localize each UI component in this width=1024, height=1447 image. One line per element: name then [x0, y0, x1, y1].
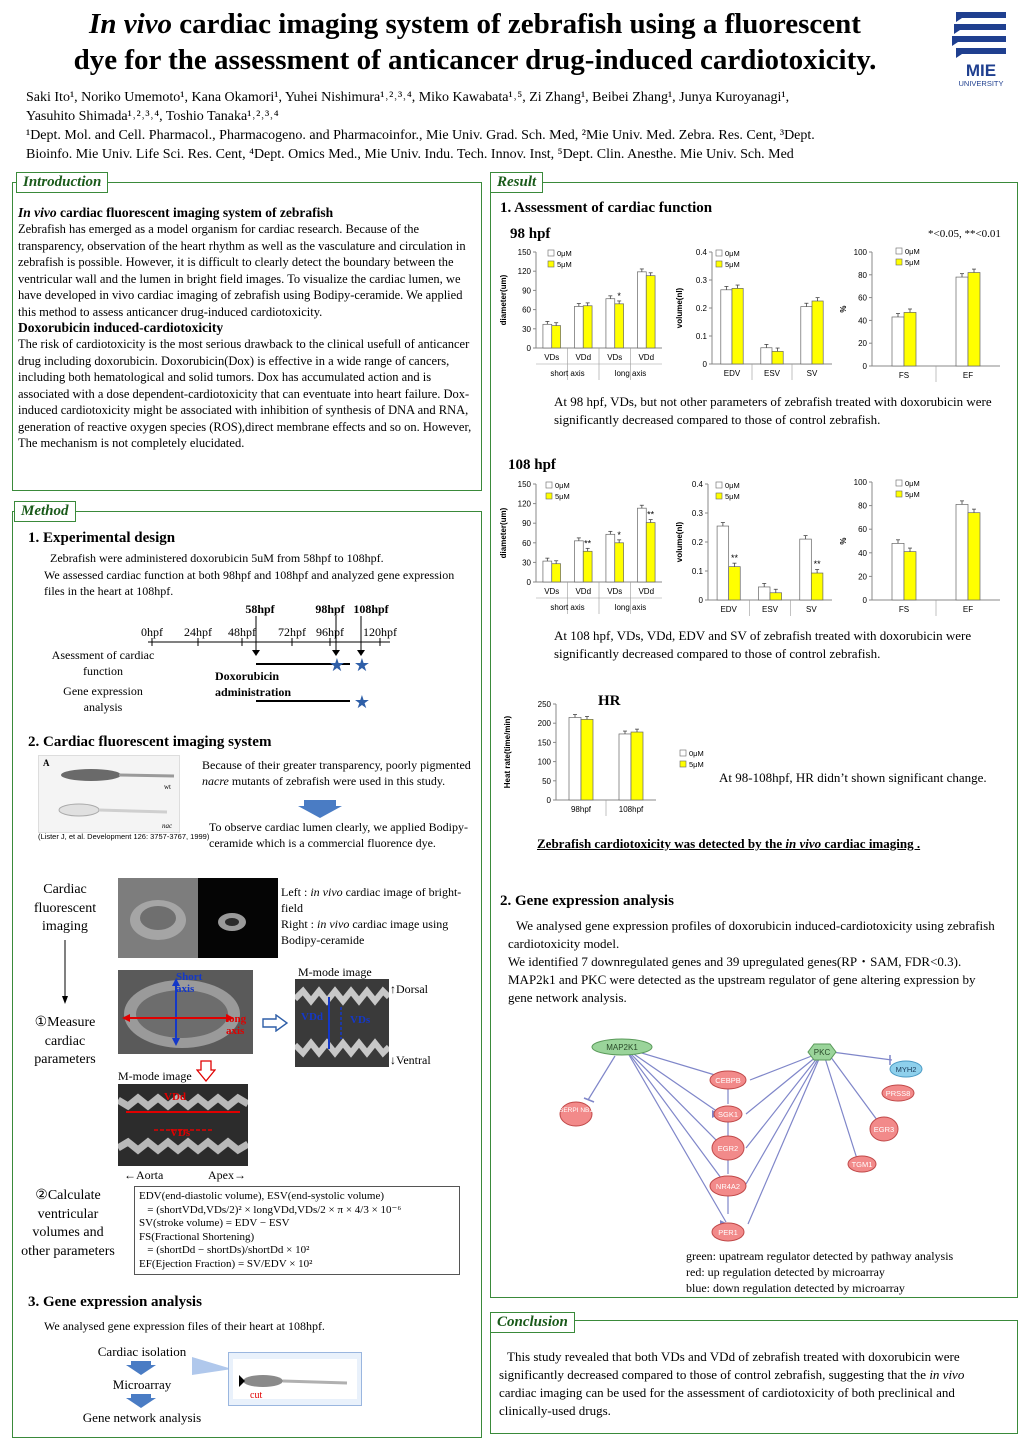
s3-flow-isolation: Cardiac isolation — [97, 1344, 187, 1359]
bar — [770, 593, 782, 600]
legend-swatch — [896, 480, 902, 486]
y-tick-label: 0.4 — [691, 480, 703, 489]
intro-heading-1: In vivo cardiac fluorescent imaging system of zebrafish — [18, 205, 334, 220]
bar — [732, 288, 743, 364]
y-tick-label: 250 — [537, 700, 551, 709]
y-tick-label: 0.2 — [695, 304, 707, 313]
label-hr: HR — [598, 693, 621, 709]
x-tick-label: ESV — [761, 605, 779, 614]
result-summary: Zebrafish cardiotoxicity was detected by the in vivo cardiac imaging . — [537, 836, 921, 851]
s3-flow-microarray: Microarray — [112, 1377, 172, 1392]
legend-swatch — [680, 750, 686, 756]
university-logo — [948, 6, 1014, 90]
bar — [968, 273, 980, 366]
author-list: Saki Ito¹, Noriko Umemoto¹, Kana Okamori¹, Yuhei Nishimura¹˒²˒³˒⁴, Miko Kawabata¹˒⁵, Zi Zhang¹, Beibei Zhang¹, Junya Kuroyanagi¹, Yasuhito Shimada¹˒²˒³˒⁴, Toshio Tanaka¹˒²˒³˒⁴ ¹Dept. Mol. and Cell. Pharmacol., Pharmacogeno. and Pharmacoinfor., Mie Univ. Grad. Sch. Med, ²Mie Univ. Med. Zebra. Res. Cent, ³Dept. Bioinfo. Mie Univ. Life Sci. Res. Cent, ⁴Dept. Omics Med., Mie Univ. Indu. Tech. Innov. Inst, ⁵Dept. Clin. Anesthe. Mie Univ. Sch. Med — [26, 90, 815, 162]
y-tick-label: 120 — [517, 267, 531, 277]
bar — [615, 304, 624, 348]
mmode2-vdd-label: VDd — [164, 1091, 187, 1103]
legend-swatch — [548, 261, 554, 267]
svg-text:★: ★ — [353, 655, 371, 675]
bar — [581, 719, 593, 800]
legend-label: 5μM — [689, 760, 704, 769]
legend-label: 0μM — [555, 481, 570, 490]
bar — [800, 539, 812, 600]
x-tick-label: SV — [806, 369, 818, 378]
significance-mark: ** — [813, 559, 821, 570]
result-s2-title: 2. Gene expression analysis — [500, 893, 674, 909]
x-tick-label: SV — [805, 605, 817, 614]
y-tick-label: 0 — [702, 360, 707, 369]
y-tick-label: 100 — [537, 757, 551, 767]
flow-arrow-icon — [62, 940, 68, 1011]
y-axis-label: volume(nl) — [675, 287, 684, 329]
legend-label: 0μM — [905, 479, 920, 488]
intro-heading-2: Doxorubicin induced-cardiotoxicity — [18, 320, 224, 335]
x-tick-label: VDd — [638, 587, 655, 596]
y-axis-label: diameter(um) — [499, 507, 508, 559]
legend-label: 0μM — [725, 481, 740, 490]
bar — [968, 513, 980, 600]
y-tick-label: 20 — [858, 339, 867, 349]
introduction-body — [18, 205, 476, 452]
chart-98-volume — [672, 242, 840, 390]
legend-green: green: upatream regulator detected by pathway analysis — [686, 1249, 954, 1263]
y-tick-label: 150 — [517, 480, 531, 489]
method-s2-title: 2. Cardiac fluorescent imaging system — [28, 734, 272, 750]
result-s1-title: 1. Assessment of cardiac function — [500, 200, 713, 216]
chart-98-diameter — [496, 242, 666, 390]
mmode-vds-label: VDs — [350, 1014, 371, 1026]
fluorescent-heart-image — [198, 878, 278, 958]
legend-swatch — [680, 761, 686, 767]
chart-108-diameter — [496, 474, 666, 624]
method-s1-text1: Zebrafish were administered doxorubicin 5uM from 58hpf to 108hpf. — [50, 551, 384, 565]
bar — [812, 301, 823, 364]
bar — [574, 541, 583, 582]
svg-text:SGK1: SGK1 — [717, 1110, 739, 1119]
bar — [892, 543, 904, 600]
bar — [904, 312, 916, 366]
significance-mark: * — [617, 529, 621, 540]
svg-text:PRSS8: PRSS8 — [885, 1089, 911, 1098]
label-98hpf: 98 hpf — [510, 226, 551, 242]
isolated-fish-photo — [228, 1352, 362, 1406]
flow-step-measure: ①Measure cardiac parameters — [34, 1015, 96, 1067]
y-tick-label: 90 — [522, 519, 531, 529]
x-tick-label: EF — [962, 371, 974, 380]
method-tag: Method — [14, 501, 76, 522]
result-98-text: At 98 hpf, VDs, but not other parameters of zebrafish treated with doxorubicin were significantly decreased compared to those of control zebrafish. — [554, 394, 992, 427]
timeline-row-gene: Gene expression analysis — [63, 684, 143, 714]
x-tick-label: FS — [898, 605, 910, 614]
x-tick-label: VDs — [544, 353, 560, 362]
formula-line: FS(Fractional Shortening) — [139, 1230, 255, 1243]
method-s1-title: 1. Experimental design — [28, 530, 176, 546]
x-tick-label: VDs — [607, 587, 623, 596]
bar — [761, 348, 772, 364]
svg-text:72hpf: 72hpf — [278, 625, 306, 639]
bar — [543, 561, 552, 582]
legend-label: 5μM — [725, 260, 740, 269]
formula-line: SV(stroke volume) = EDV − ESV — [139, 1217, 290, 1229]
svg-text:120hpf: 120hpf — [363, 625, 397, 639]
callout-arrow-icon — [192, 1355, 232, 1382]
formula-line: = (shortDd − shortDs)/shortDd × 10² — [139, 1244, 310, 1256]
bar — [552, 564, 561, 582]
legend-label: 0μM — [905, 247, 920, 256]
y-tick-label: 0.3 — [695, 276, 707, 285]
method-s1-text2: We assessed cardiac function at both 98hpf and 108hpf and analyzed gene expression files in the heart at 108hpf. — [44, 568, 455, 598]
significance-mark: ** — [730, 552, 738, 563]
y-tick-label: 0 — [546, 796, 551, 805]
svg-text:CEBPB: CEBPB — [715, 1076, 741, 1085]
legend-swatch — [716, 482, 722, 488]
nacre-fish-photo — [38, 755, 180, 833]
bar — [717, 526, 729, 600]
svg-text:TGM1: TGM1 — [851, 1160, 873, 1169]
x-tick-label: 108hpf — [618, 805, 644, 814]
svg-text:98hpf: 98hpf — [315, 602, 345, 616]
svg-text:★: ★ — [353, 692, 371, 712]
down-hollow-arrow-icon — [196, 1060, 216, 1087]
flow-step-imaging: Cardiac fluorescent imaging — [33, 882, 97, 934]
bar — [646, 523, 655, 582]
y-tick-label: 0.4 — [695, 248, 707, 257]
heart-image-caption: Left : in vivo cardiac image of bright-field Right : in vivo cardiac image using Bodipy-ceramide — [281, 885, 462, 947]
legend-swatch — [716, 261, 722, 267]
label-108hpf: 108 hpf — [508, 457, 556, 473]
result-108-text: At 108 hpf, VDs, VDd, EDV and SV of zebrafish treated with doxorubicin were significantly decreased compared to those of control zebrafish. — [554, 628, 972, 661]
svg-text:MIE: MIE — [965, 61, 997, 80]
y-tick-label: 40 — [858, 316, 867, 326]
group-label: long axis — [614, 369, 647, 378]
bar — [956, 504, 968, 600]
flow-step-calculate: ②Calculate ventricular volumes and other parameters — [21, 1188, 115, 1259]
legend-swatch — [548, 250, 554, 256]
bar — [637, 508, 646, 582]
network-legend — [686, 1248, 953, 1296]
bar — [729, 567, 741, 600]
y-tick-label: 0.3 — [691, 509, 703, 518]
bar — [552, 326, 561, 348]
svg-text:0hpf: 0hpf — [141, 625, 163, 639]
method-s2-text2: To observe cardiac lumen clearly, we applied Bodipy-ceramide which is a commercial fluorence dye. — [209, 820, 468, 850]
y-tick-label: 100 — [853, 478, 867, 487]
svg-text:108hpf: 108hpf — [353, 602, 389, 616]
y-axis-label: % — [839, 537, 848, 545]
group-label: short axis — [550, 369, 585, 378]
x-tick-label: VDd — [638, 353, 655, 362]
svg-text:EGR2: EGR2 — [717, 1144, 739, 1153]
bar — [615, 543, 624, 582]
conclusion-tag: Conclusion — [490, 1312, 575, 1333]
result-s2-body: We analysed gene expression profiles of doxorubicin induced-cardiotoxicity using zebrafish cardiotoxicity model. We identified 7 downregulated genes and 39 upregulated genes(RP・SAM, FDR<0.3). MAP2k1 and PKC were detected as the upstream regulator of gene altering expression by gene network analysis. — [508, 918, 995, 1005]
x-tick-label: 98hpf — [570, 805, 592, 814]
y-axis-label: Heat rate(time/min) — [503, 715, 512, 789]
fish-reference: (Lister J, et al. Development 126: 3757-3767, 1999) — [38, 832, 210, 841]
bar — [892, 317, 904, 366]
legend-blue: blue: down regulation detected by microarray — [686, 1281, 905, 1295]
bar — [646, 276, 655, 348]
x-tick-label: EDV — [720, 605, 737, 614]
poster-title: In vivo cardiac imaging system of zebrafish using a fluorescent dye for the assessment of anticancer drug-induced cardiotoxicity. — [73, 8, 877, 76]
y-tick-label: 60 — [858, 525, 867, 535]
right-arrow-icon — [262, 1014, 288, 1037]
y-tick-label: 0 — [698, 596, 703, 605]
legend-swatch — [716, 493, 722, 499]
bar — [811, 573, 823, 600]
y-tick-label: 0 — [526, 344, 531, 353]
legend-label: 5μM — [725, 492, 740, 501]
y-tick-label: 40 — [858, 548, 867, 558]
x-tick-label: EDV — [723, 369, 741, 378]
bar — [606, 534, 615, 582]
method-s2-text1: Because of their greater transparency, poorly pigmented nacre mutants of zebrafish were used in this study. — [202, 758, 471, 788]
svg-text:48hpf: 48hpf — [228, 625, 256, 639]
bar — [606, 299, 615, 348]
mmode-label-2: M-mode image — [118, 1069, 192, 1083]
svg-text:24hpf: 24hpf — [184, 625, 212, 639]
legend-swatch — [896, 248, 902, 254]
legend-swatch — [546, 482, 552, 488]
y-tick-label: 150 — [517, 248, 531, 257]
bar — [583, 551, 592, 582]
legend-label: 0μM — [557, 249, 572, 258]
mmode-label-1: M-mode image — [298, 965, 372, 979]
formula-line: EF(Ejection Fraction) = SV/EDV × 10² — [139, 1257, 313, 1270]
bar — [574, 306, 583, 348]
apex-label: Apex→ — [208, 1168, 246, 1182]
bar — [772, 351, 783, 364]
legend-label: 5μM — [555, 492, 570, 501]
mmode2-vds-label: VDs — [170, 1127, 191, 1139]
formula-box — [134, 1186, 460, 1275]
bar — [721, 290, 732, 364]
y-tick-label: 80 — [858, 501, 867, 511]
dorsal-label: ↑Dorsal — [390, 982, 428, 996]
x-tick-label: FS — [898, 371, 910, 380]
group-label: short axis — [550, 603, 585, 612]
svg-text:EGR3: EGR3 — [873, 1125, 895, 1134]
svg-text:58hpf: 58hpf — [245, 602, 275, 616]
y-tick-label: 90 — [522, 286, 531, 296]
legend-label: 5μM — [557, 260, 572, 269]
y-tick-label: 200 — [537, 719, 551, 729]
svg-text:nac: nac — [162, 822, 173, 830]
svg-text:PER1: PER1 — [718, 1228, 738, 1237]
chart-108-volume — [672, 474, 840, 624]
mmode-image-1 — [295, 979, 389, 1067]
y-tick-label: 60 — [522, 538, 531, 548]
x-tick-label: VDd — [575, 353, 592, 362]
ventral-label: ↓Ventral — [390, 1053, 431, 1067]
bar — [569, 717, 581, 800]
x-tick-label: VDd — [575, 587, 592, 596]
short-axis-label: Short axis — [176, 971, 203, 995]
bar — [904, 552, 916, 600]
y-tick-label: 30 — [522, 558, 531, 568]
y-axis-label: volume(nl) — [675, 521, 684, 563]
method-s3-title: 3. Gene expression analysis — [28, 1294, 202, 1310]
y-tick-label: 0 — [862, 596, 867, 605]
y-tick-label: 0.1 — [691, 567, 703, 576]
y-tick-label: 0.1 — [695, 332, 707, 341]
svg-text:SERPI NB1: SERPI NB1 — [559, 1107, 593, 1114]
svg-text:wt: wt — [164, 783, 171, 791]
y-tick-label: 0.2 — [691, 538, 703, 547]
formula-line: EDV(end-diastolic volume), ESV(end-systolic volume) — [139, 1190, 385, 1202]
bar — [631, 732, 643, 800]
chart-hr — [500, 696, 712, 824]
y-tick-label: 100 — [853, 248, 867, 257]
y-tick-label: 50 — [542, 776, 551, 786]
y-tick-label: 150 — [537, 738, 551, 748]
timeline-row-assessment: Asessment of cardiac function — [51, 648, 155, 678]
s3-flow-network: Gene network analysis — [82, 1410, 202, 1425]
cut-label: cut — [250, 1390, 263, 1401]
y-tick-label: 60 — [858, 293, 867, 303]
method-s3-text: We analysed gene expression files of their heart at 108hpf. — [44, 1319, 325, 1333]
legend-label: 0μM — [725, 249, 740, 258]
group-label: long axis — [614, 603, 647, 612]
y-tick-label: 120 — [517, 499, 531, 509]
y-tick-label: 30 — [522, 324, 531, 334]
bar — [758, 587, 770, 600]
chart-98-percent — [836, 242, 1006, 390]
y-tick-label: 60 — [522, 305, 531, 315]
long-axis-label: long axis — [226, 1013, 247, 1037]
significance-mark: ** — [647, 509, 655, 520]
svg-text:NR4A2: NR4A2 — [715, 1182, 741, 1191]
x-tick-label: EF — [962, 605, 974, 614]
legend-label: 5μM — [905, 490, 920, 499]
y-axis-label: % — [839, 305, 848, 313]
bar — [583, 306, 592, 348]
bar — [956, 277, 968, 366]
mmode-vdd-label: VDd — [301, 1011, 324, 1023]
timeline-dox-label: Doxorubicin administration — [215, 669, 292, 699]
introduction-tag: Introduction — [16, 172, 108, 193]
y-tick-label: 0 — [862, 362, 867, 371]
x-tick-label: VDs — [544, 587, 560, 596]
intro-paragraph-1: Zebrafish has emerged as a model organism for cardiac research. Because of the transparency, observation of the heart rhythm as well as the vasculature and circulation in zebrafish is possible. However, it is difficult to clearly detect the boundary between the ventricular wall and the lumen in bright field images. To visualize the cardiac lumen, we have developed in vivo cardiac imaging of zebrafish using Bodipy-ceramide. We applied this method to assess anticancer drug-induced cardiotoxicity. — [18, 222, 466, 319]
legend-red: red: up regulation detected by microarray — [686, 1265, 885, 1279]
svg-text:A: A — [43, 758, 50, 768]
result-tag: Result — [490, 172, 543, 193]
bar — [619, 734, 631, 800]
legend-label: 0μM — [689, 749, 704, 758]
significance-mark: ** — [584, 538, 592, 549]
x-tick-label: ESV — [763, 369, 781, 378]
chart-108-percent — [836, 474, 1006, 624]
formula-line: = (shortVDd,VDs/2)² × longVDd,VDs/2 × π × 4/3 × 10⁻⁶ — [139, 1203, 402, 1216]
legend-swatch — [896, 491, 902, 497]
legend-swatch — [896, 259, 902, 265]
bar — [801, 307, 812, 364]
y-axis-label: diameter(um) — [499, 274, 508, 326]
svg-text:UNIVERSITY: UNIVERSITY — [958, 79, 1004, 88]
svg-text:MYH2: MYH2 — [895, 1065, 917, 1074]
x-tick-label: VDs — [607, 353, 623, 362]
y-tick-label: 80 — [858, 270, 867, 280]
conclusion-text: This study revealed that both VDs and VDd of zebrafish treated with doxorubicin were significantly decreased compared to those of control zebrafish, suggesting that the in vivo cardiac imaging can be used for the assessment of cardiotoxicity of both preclinical and clinically-used drugs. — [499, 1349, 965, 1418]
legend-swatch — [716, 250, 722, 256]
y-tick-label: 0 — [526, 578, 531, 587]
result-hr-text: At 98-108hpf, HR didn’t shown significant change. — [719, 770, 987, 785]
bar — [543, 324, 552, 348]
significance-mark: * — [617, 291, 621, 302]
legend-label: 5μM — [905, 258, 920, 267]
intro-paragraph-2: The risk of cardiotoxicity is the most serious drawback to the clinical usefull of anticancer drug including doxorubicin. Doxorubicin(Dox) is effective in a wide range of cancers, including both hematological and solid tumors. Dox has accumulated action and is associated with a dose dependent-cardiotoxicity that can eventuate into heart failure. Dox-induced cardiotoxicity might be associated with inhibition of synthesis of DNA and RNA, generation of reactive oxygen species (ROS),direct membrane effects and so on. However, The mechanism is not completely elucidated. — [18, 337, 472, 450]
significance-note: *<0.05, **<0.01 — [928, 228, 1001, 240]
brightfield-heart-image — [118, 878, 198, 958]
legend-swatch — [546, 493, 552, 499]
bar — [637, 272, 646, 348]
y-tick-label: 20 — [858, 572, 867, 582]
aorta-label: ←Aorta — [124, 1168, 164, 1182]
svg-text:PKC: PKC — [813, 1048, 831, 1057]
svg-text:96hpf: 96hpf — [316, 625, 344, 639]
svg-text:★: ★ — [328, 655, 346, 675]
gene-network-diagram — [540, 1034, 940, 1246]
svg-text:MAP2K1: MAP2K1 — [606, 1043, 638, 1052]
